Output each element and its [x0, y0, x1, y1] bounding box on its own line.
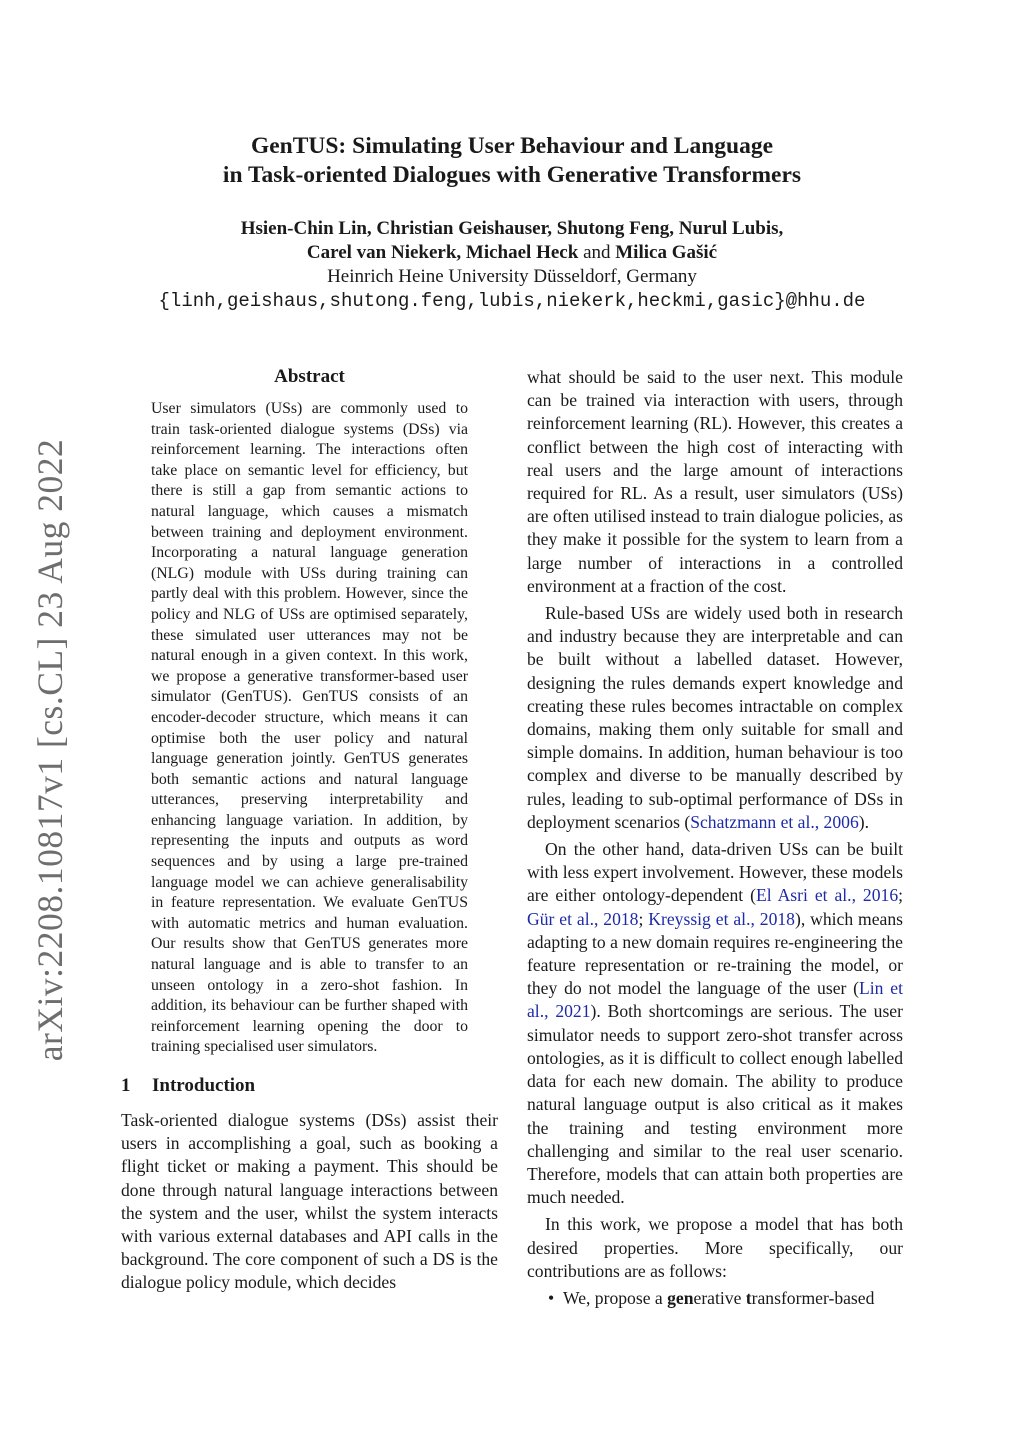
bullet-fragment: ransformer-based [751, 1287, 875, 1308]
title-line-1: GenTUS: Simulating User Behaviour and Language [250, 133, 774, 159]
paragraph-text: ), which means adapting to a new domain requires re-engineering the feature representation or re-training the model, or they do not model the language of the user ( [527, 908, 903, 999]
section-title: Introduction [152, 1075, 256, 1096]
section-heading-introduction [121, 1075, 498, 1097]
citation-link[interactable]: Schatzmann et al., 2006 [690, 811, 859, 832]
author-conjunction: and [583, 242, 611, 263]
paragraph-text: ). [858, 811, 870, 832]
intro-paragraph-2 [527, 602, 903, 834]
intro-paragraph-3 [527, 838, 903, 1209]
bullet-icon: • [548, 1287, 555, 1308]
author-emails: {linh,geishaus,shutong.feng,lubis,niekerk,heckmi,gasic}@hhu.de [158, 290, 866, 312]
affiliation: Heinrich Heine University Düsseldorf, Germany [327, 266, 697, 287]
paragraph-text: On the other hand, data-driven USs can be built with less expert involvement. However, these models are either ontology-dependent ( [527, 839, 903, 906]
author-line-1: Hsien-Chin Lin, Christian Geishauser, Shutong Feng, Nurul Lubis, [240, 218, 784, 239]
citation-link[interactable]: Kreyssig et al., 2018 [648, 908, 795, 929]
citation-link[interactable]: Lin et al., 2021 [527, 978, 903, 1022]
bullet-emphasis: t [745, 1287, 752, 1308]
title-line-2: in Task-oriented Dialogues with Generative Transformers [222, 162, 802, 188]
bullet-fragment: We, propose a [563, 1287, 668, 1308]
bullet-text [563, 1287, 903, 1310]
author-names-part-1: Carel van Niekerk, Michael Heck [306, 242, 579, 263]
citation-link[interactable]: El Asri et al., 2016 [755, 885, 899, 906]
intro-paragraph-4: In this work, we propose a model that has both desired properties. More specifically, our contributions are as follows: [527, 1214, 903, 1281]
citation-separator: ; [898, 885, 904, 906]
bullet-emphasis: gen [667, 1287, 694, 1308]
section-number: 1 [121, 1075, 131, 1096]
bullet-fragment: erative [693, 1287, 746, 1308]
intro-paragraph-1: Task-oriented dialogue systems (DSs) assist their users in accomplishing a goal, such as booking a flight ticket or making a payment. This should be done through natural language interactions between the system and the user, whilst the system interacts with various external databases and API calls in the background. The core component of such a DS is the dialogue policy module, which decides [121, 1110, 498, 1293]
author-names-part-2: Milica Gašić [615, 242, 718, 263]
arxiv-identifier: arXiv:2208.10817v1 [cs.CL] 23 Aug 2022 [30, 438, 70, 1062]
paper-title [0, 132, 1024, 190]
abstract-heading: Abstract [274, 366, 345, 387]
right-column [527, 366, 903, 1310]
intro-paragraph-1-continued: what should be said to the user next. This module can be trained via interaction with users, through reinforcement learning (RL). However, this creates a conflict between the high cost of interacting with real users and the large amount of interactions required for RL. As a result, user simulators (USs) are often utilised instead to train dialogue policies, as they make it possible for the system to learn from a large number of interactions in a controlled environment at a fraction of the cost. [527, 367, 903, 596]
citation-separator: ; [638, 908, 649, 929]
paragraph-text: ). Both shortcomings are serious. The user simulator needs to support zero-shot transfer across ontologies, as it is difficult to collect enough labelled data for each new domain. The ability to produce natural language output is also critical as it makes the training and testing environment more challenging and similar to the real user scenario. Therefore, models that can attain both properties are much needed. [527, 1001, 903, 1208]
arxiv-sidebar [20, 430, 80, 1070]
left-column [121, 366, 498, 1295]
abstract-text: User simulators (USs) are commonly used to train task-oriented dialogue systems (DSs) via reinforcement learning. The interactions often take place on semantic level for efficiency, but there is still a gap from semantic actions to natural language, which causes a mismatch between training and deployment environment. Incorporating a natural language generation (NLG) module with USs during training can partly deal with this problem. However, since the policy and NLG of USs are optimised separately, these simulated user utterances may not be natural enough in a given context. In this work, we propose a generative transformer-based user simulator (GenTUS). GenTUS consists of an encoder-decoder structure, which means it can optimise both the user policy and natural language generation jointly. GenTUS generates both semantic actions and natural language utterances, preserving interpretability and enhancing language variation. In addition, by representing the inputs and outputs as word sequences and by using a large pre-trained language model we can achieve generalisability in feature representation. We evaluate GenTUS with automatic metrics and human evaluation. Our results show that GenTUS generates more natural language and is able to transfer to an unseen ontology in a zero-shot fashion. In addition, its behaviour can be further shaped with reinforcement learning opening the door to training specialised user simulators. [151, 400, 468, 1056]
author-line-2 [0, 241, 1024, 265]
contribution-bullet [527, 1287, 903, 1310]
citation-link[interactable]: Gür et al., 2018 [527, 908, 639, 929]
paragraph-text: Rule-based USs are widely used both in research and industry because they are interpretable and can be built without a labelled dataset. However, designing the rules demands expert knowledge and creating these rules becomes intractable on complex domains, making them only suitable for small and simple domains. In addition, human behaviour is too complex and diverse to be manually described by rules, leading to sub-optimal performance of DSs in deployment scenarios ( [527, 603, 903, 832]
author-block [0, 217, 1024, 313]
